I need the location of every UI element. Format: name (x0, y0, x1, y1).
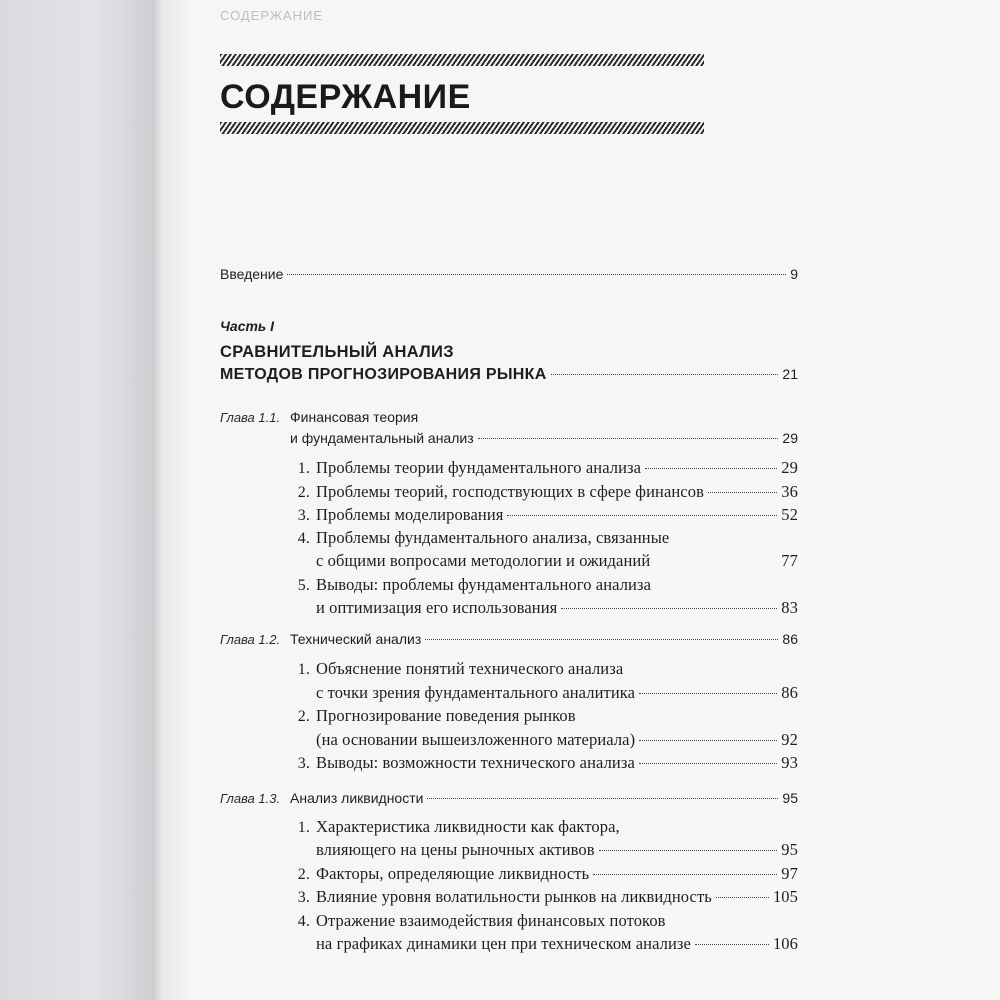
toc-entry-ch13-2[interactable]: 2. Факторы, определяющие ликвидность 97 (297, 864, 798, 883)
chapter-1-1-title: Глава 1.1. Финансовая теория (220, 409, 419, 425)
toc-entry-ch13-1-line1: 1. Характеристика ликвидности как фактора, (297, 817, 620, 836)
part-title-line1: СРАВНИТЕЛЬНЫЙ АНАЛИЗ (220, 343, 454, 361)
toc-entry-ch11-5-line1: 5. Выводы: проблемы фундаментального анализа (297, 575, 652, 594)
chapter-label: Глава 1.2. (220, 632, 281, 647)
part-label: Часть I (220, 318, 275, 334)
toc-entry-ch11[interactable]: и фундаментальный анализ 29 (290, 430, 798, 446)
toc-entry-ch12-2[interactable]: (на основании вышеизложенного материала) 92 (316, 730, 798, 749)
title-rule-top (220, 54, 704, 66)
toc-entry-ch12[interactable]: Глава 1.2. Технический анализ 86 (220, 631, 798, 647)
toc-entry-ch11-4-line1: 4. Проблемы фундаментального анализа, связанные (297, 528, 670, 547)
toc-entry-ch11-1[interactable]: 1. Проблемы теории фундаментального анализа 29 (297, 458, 798, 477)
toc-entry-ch12-1-line1: 1. Объяснение понятий технического анализа (297, 659, 624, 678)
page-title: СОДЕРЖАНИЕ (220, 78, 471, 116)
toc-entry-ch12-2-line1: 2. Прогнозирование поведения рынков (297, 706, 576, 725)
running-head: СОДЕРЖАНИЕ (220, 8, 324, 23)
toc-entry-ch11-4[interactable]: с общими вопросами методологии и ожиданий 77 (316, 551, 798, 570)
toc-entry-ch13[interactable]: Глава 1.3. Анализ ликвидности 95 (220, 790, 798, 806)
chapter-label: Глава 1.1. (220, 410, 281, 425)
toc-entry-ch13-4[interactable]: на графиках динамики цен при техническом анализе 106 (316, 934, 798, 953)
toc-entry-ch12-1[interactable]: с точки зрения фундаментального аналитика 86 (316, 683, 798, 702)
toc-entry-intro[interactable]: Введение 9 (220, 266, 798, 282)
chapter-label: Глава 1.3. (220, 791, 281, 806)
toc-entry-ch13-4-line1: 4. Отражение взаимодействия финансовых потоков (297, 911, 666, 930)
toc-entry-ch12-3[interactable]: 3. Выводы: возможности технического анализа 93 (297, 753, 798, 772)
toc-entry-ch11-5[interactable]: и оптимизация его использования 83 (316, 598, 798, 617)
title-rule-bottom (220, 122, 704, 134)
toc-entry-ch13-3[interactable]: 3. Влияние уровня волатильности рынков на ликвидность 105 (297, 887, 798, 906)
toc-entry-ch13-1[interactable]: влияющего на цены рыночных активов 95 (316, 840, 798, 859)
book-spine-shadow (0, 0, 152, 1000)
toc-entry-ch11-3[interactable]: 3. Проблемы моделирования 52 (297, 505, 798, 524)
toc-entry-ch11-2[interactable]: 2. Проблемы теорий, господствующих в сфере финансов 36 (297, 482, 798, 501)
toc-entry-part1[interactable]: МЕТОДОВ ПРОГНОЗИРОВАНИЯ РЫНКА 21 (220, 366, 798, 383)
